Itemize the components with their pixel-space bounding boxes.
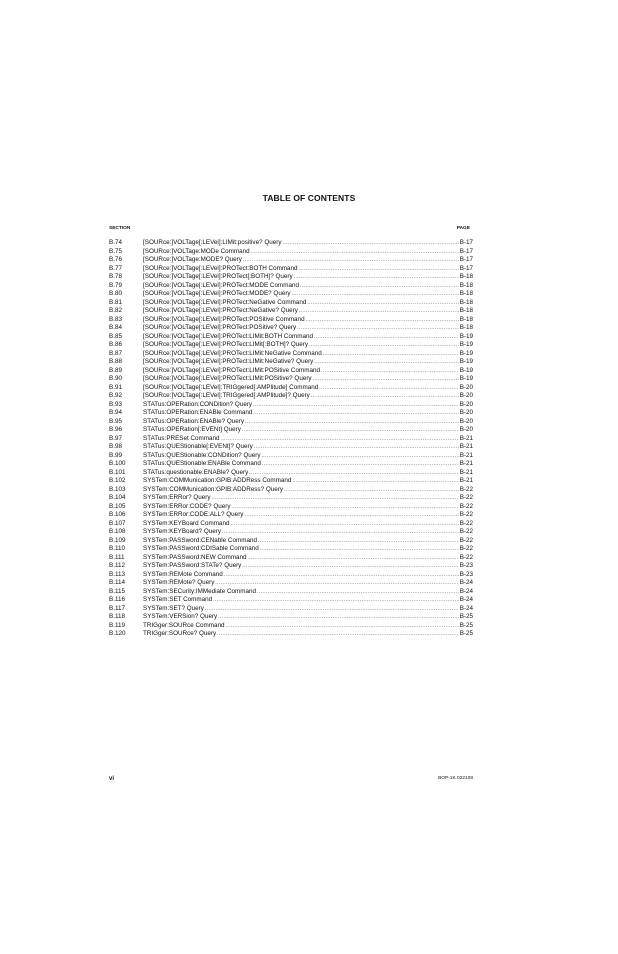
toc-entry[interactable]	[109, 341, 473, 350]
toc-entry[interactable]	[109, 282, 473, 291]
toc-entry-page[interactable]: B-22	[459, 545, 473, 552]
toc-entry-title[interactable]: STATus:QUEStionable:ENABle Command	[143, 460, 261, 467]
dot-leader	[205, 605, 459, 614]
toc-entry-number: B.80	[109, 290, 122, 297]
toc-entry-page[interactable]: B-21	[459, 443, 473, 450]
toc-entry-number: B.108	[109, 528, 126, 535]
toc-entry[interactable]	[109, 307, 473, 316]
dot-leader	[307, 299, 458, 308]
toc-entry-title[interactable]: STATus:QUEStionable:CONDition? Query	[143, 451, 261, 459]
toc-entry-title[interactable]: [SOURce:]VOLTage[:LEVel]:PROTect:POSitive? Query	[143, 324, 297, 331]
toc-entry-number: B.86	[109, 341, 122, 348]
footer-page-number: vi	[109, 776, 115, 782]
toc-entry-page[interactable]: B-19	[459, 349, 473, 357]
toc-entry-page[interactable]: B-20	[459, 400, 473, 408]
toc-entry-number: B.115	[109, 587, 125, 595]
toc-entry-number: B.116	[109, 596, 125, 603]
dot-leader	[257, 588, 459, 597]
dot-leader	[262, 460, 459, 469]
toc-entry[interactable]	[109, 460, 473, 469]
dot-leader	[249, 469, 458, 478]
toc-entry-title[interactable]: SYSTem:VERSion? Query	[143, 613, 218, 620]
toc-entry[interactable]	[109, 554, 473, 563]
footer-doc-id: BOP-1K 022108	[438, 776, 473, 781]
toc-entry-number: B.96	[109, 426, 122, 433]
toc-entry-page[interactable]: B-21	[459, 460, 473, 467]
toc-entry-title[interactable]: STATus:OPERation:ENABle? Query	[143, 417, 245, 425]
toc-entry-page[interactable]: B-18	[459, 298, 473, 306]
dot-leader	[231, 503, 458, 512]
dot-leader	[213, 596, 459, 605]
toc-entry-number: B.101	[109, 468, 126, 476]
toc-entry-page[interactable]: B-25	[459, 630, 473, 637]
toc-entry-title[interactable]: SYSTem:SET? Query	[143, 604, 204, 612]
dot-leader	[292, 477, 458, 486]
toc-entry-page[interactable]: B-20	[459, 417, 473, 425]
section-column-header: SECTION	[109, 226, 131, 231]
toc-entry-number: B.88	[109, 358, 122, 365]
toc-entry-title[interactable]: SYSTem:PASSword:CENable Command	[143, 536, 257, 544]
toc-entry-title[interactable]: [SOURce:]VOLTage[:LEVel]:PROTect:LIMit:BOTH Command	[143, 332, 313, 340]
toc-entry[interactable]	[109, 477, 473, 486]
page-column-header: PAGE	[456, 226, 470, 231]
dot-leader	[319, 384, 458, 393]
toc-entry-number: B.102	[109, 477, 126, 484]
dot-leader	[321, 367, 459, 376]
toc-entry[interactable]	[109, 443, 473, 452]
toc-entry-title[interactable]: TRIGger:SOURce? Query	[143, 630, 217, 637]
toc-entry-title[interactable]: SYSTem:REMote? Query	[143, 579, 215, 586]
toc-entry-number: B.90	[109, 375, 122, 382]
toc-entry-page[interactable]: B-19	[459, 375, 473, 382]
toc-entry[interactable]	[109, 469, 473, 478]
dot-leader	[242, 426, 459, 435]
dot-leader	[242, 562, 458, 571]
toc-entry-number: B.76	[109, 256, 122, 263]
toc-entry-number: B.92	[109, 392, 122, 399]
toc-entry[interactable]	[109, 316, 473, 325]
toc-entry-title[interactable]: [SOURce:]VOLTage[:LEVel]:TRIGgered[:AMPlitude] Command	[143, 383, 319, 391]
toc-entry-page[interactable]: B-22	[459, 502, 473, 510]
toc-entry-title[interactable]: [SOURce:]VOLTage[:LEVel]:PROTect:MODE? Query	[143, 290, 291, 297]
toc-entry-number: B.110	[109, 545, 125, 552]
toc-entry-number: B.94	[109, 409, 122, 416]
toc-entry[interactable]	[109, 596, 473, 605]
toc-entry-title[interactable]: SYSTem:ERRor? Query	[143, 494, 211, 501]
dot-leader	[297, 324, 459, 333]
dot-leader	[261, 452, 458, 461]
toc-entry-page[interactable]: B-24	[459, 596, 473, 603]
toc-entry-number: B.109	[109, 536, 126, 544]
toc-entry-page[interactable]: B-25	[459, 613, 473, 620]
toc-entry-number: B.82	[109, 307, 122, 314]
toc-entry-number: B.107	[109, 519, 126, 527]
dot-leader	[253, 401, 459, 410]
toc-list	[109, 239, 473, 639]
toc-entry-title[interactable]: [SOURce:]VOLTage[:LEVel]:PROTect:LIMit:NeGative Command	[143, 349, 322, 357]
toc-entry[interactable]	[109, 494, 473, 503]
toc-entry-number: B.81	[109, 298, 122, 306]
toc-entry-title[interactable]: [SOURce:]VOLTage[:LEVel]:PROTect:MODE Command	[143, 281, 299, 289]
toc-entry[interactable]	[109, 426, 473, 435]
toc-entry[interactable]	[109, 613, 473, 622]
toc-entry[interactable]	[109, 392, 473, 401]
toc-entry-title[interactable]: [SOURce:]VOLTage[:LEVel]:TRIGgered[:AMPlitude]? Query	[143, 392, 310, 399]
toc-entry-page[interactable]: B-21	[459, 451, 473, 459]
toc-entry-title[interactable]: [SOURce:]VOLTage[:LEVel]:PROTect:NeGative Command	[143, 298, 307, 306]
toc-entry-number: B.84	[109, 324, 122, 331]
dot-leader	[253, 409, 458, 418]
toc-entry-number: B.105	[109, 502, 126, 510]
dot-leader	[215, 579, 458, 588]
toc-entry-page[interactable]: B-17	[459, 239, 473, 246]
toc-entry-number: B.77	[109, 264, 122, 272]
dot-leader	[323, 350, 459, 359]
toc-entry[interactable]	[109, 384, 473, 393]
toc-entry-number: B.104	[109, 494, 126, 501]
dot-leader	[294, 273, 459, 282]
toc-entry[interactable]	[109, 358, 473, 367]
toc-entry-number: B.111	[109, 553, 125, 561]
toc-entry-page[interactable]: B-22	[459, 494, 473, 501]
dot-leader	[300, 282, 459, 291]
toc-entry-number: B.117	[109, 604, 125, 612]
page-title: TABLE OF CONTENTS	[262, 193, 356, 203]
toc-entry[interactable]	[109, 256, 473, 265]
dot-leader	[314, 358, 458, 367]
dot-leader	[217, 630, 459, 639]
toc-entry-title[interactable]: STATus:QUEStionable[:EVENt]? Query	[143, 443, 253, 450]
toc-entry[interactable]	[109, 545, 473, 554]
toc-entry-title[interactable]: STATus:OPERation:CONDition? Query	[143, 400, 253, 408]
toc-entry[interactable]	[109, 579, 473, 588]
toc-entry-number: B.83	[109, 315, 122, 323]
toc-entry-page[interactable]: B-17	[459, 264, 473, 272]
toc-entry-number: B.103	[109, 485, 126, 493]
toc-entry-title[interactable]: [SOURce:]VOLTage[:LEVel]:PROTect:LIMit:POSitive Command	[143, 366, 320, 374]
toc-entry[interactable]	[109, 418, 473, 427]
toc-entry[interactable]	[109, 401, 473, 410]
toc-entry-number: B.93	[109, 400, 122, 408]
dot-leader	[309, 341, 459, 350]
toc-entry-page[interactable]: B-20	[459, 383, 473, 391]
toc-entry-page[interactable]: B-18	[459, 290, 473, 297]
dot-leader	[314, 333, 459, 342]
toc-entry-number: B.75	[109, 247, 122, 255]
toc-entry[interactable]	[109, 333, 473, 342]
dot-leader	[245, 418, 459, 427]
toc-entry-page[interactable]: B-20	[459, 426, 473, 433]
toc-entry-title[interactable]: [SOURce:]VOLTage:MODe Command	[143, 247, 250, 255]
toc-entry-page[interactable]: B-17	[459, 247, 473, 255]
toc-entry-page[interactable]: B-19	[459, 366, 473, 374]
dot-leader	[313, 375, 459, 384]
toc-entry-page[interactable]: B-17	[459, 256, 473, 263]
toc-entry-title[interactable]: STATus:OPERation:ENABle Command	[143, 409, 253, 416]
toc-entry-number: B.119	[109, 621, 125, 629]
toc-entry-number: B.100	[109, 460, 126, 467]
dot-leader	[221, 435, 459, 444]
dot-leader	[299, 265, 459, 274]
toc-entry-page[interactable]: B-22	[459, 511, 473, 518]
toc-entry[interactable]	[109, 486, 473, 495]
toc-entry-number: B.91	[109, 383, 122, 391]
toc-entry-title[interactable]: [SOURce:]VOLTage[:LEVel]:PROTect:LIMit:POSitive? Query	[143, 375, 312, 382]
toc-entry[interactable]	[109, 605, 473, 614]
toc-entry[interactable]	[109, 511, 473, 520]
toc-entry-page[interactable]: B-18	[459, 281, 473, 289]
toc-entry-title[interactable]: [SOURce:]VOLTage[:LEVel]:PROTect:NeGative? Query	[143, 307, 298, 314]
toc-entry-page[interactable]: B-18	[459, 324, 473, 331]
toc-entry[interactable]	[109, 562, 473, 571]
toc-entry-title[interactable]: STATus:questionable:ENABle? Query	[143, 468, 249, 476]
toc-entry-title[interactable]: [SOURce:]VOLTage:MODE? Query	[143, 256, 242, 263]
toc-entry-title[interactable]: SYSTem:SECurity:IMMediate Command	[143, 587, 257, 595]
toc-entry-number: B.85	[109, 332, 122, 340]
dot-leader	[254, 443, 459, 452]
dot-leader	[226, 622, 459, 631]
toc-entry-title[interactable]: SYSTem:PASSword:CDISable Command	[143, 545, 259, 552]
toc-entry[interactable]	[109, 367, 473, 376]
dot-leader	[247, 554, 458, 563]
toc-entry-page[interactable]: B-18	[459, 273, 473, 280]
dot-leader	[224, 571, 459, 580]
dot-leader	[306, 316, 459, 325]
toc-entry-page[interactable]: B-18	[459, 307, 473, 314]
toc-entry-number: B.97	[109, 434, 122, 442]
toc-entry-page[interactable]: B-20	[459, 392, 473, 399]
toc-entry-number: B.78	[109, 273, 122, 280]
toc-entry-title[interactable]: SYSTem:KEYBoard Command	[143, 519, 230, 527]
toc-entry-page[interactable]: B-19	[459, 341, 473, 348]
toc-entry[interactable]	[109, 273, 473, 282]
toc-entry-title[interactable]: [SOURce:]VOLTage[:LEVel]:PROTect:LIMit[:BOTH]? Query	[143, 341, 309, 348]
dot-leader	[260, 545, 459, 554]
toc-entry-title[interactable]: TRIGger:SOURce Command	[143, 621, 225, 629]
toc-entry-title[interactable]: [SOURce:]VOLTage[:LEVel]:PROTect:LIMit:NeGative? Query	[143, 358, 314, 365]
toc-entry-page[interactable]: B-23	[459, 570, 473, 578]
toc-entry[interactable]	[109, 588, 473, 597]
dot-leader	[244, 511, 458, 520]
toc-entry-page[interactable]: B-22	[459, 519, 473, 527]
toc-entry[interactable]	[109, 452, 473, 461]
toc-entry-page[interactable]: B-22	[459, 485, 473, 493]
toc-entry-title[interactable]: SYSTem:COMMunication:GPIB:ADDRess Command	[143, 477, 292, 484]
toc-entry-title[interactable]: [SOURce:]VOLTage[:LEVel]:PROTect:BOTH Command	[143, 264, 298, 272]
toc-entry-number: B.120	[109, 630, 126, 637]
toc-entry-title[interactable]: SYSTem:PASSword:STATe? Query	[143, 562, 242, 569]
toc-entry-page[interactable]: B-24	[459, 587, 473, 595]
toc-entry-page[interactable]: B-22	[459, 553, 473, 561]
toc-entry-title[interactable]: [SOURce:]VOLTage[:LEVel]:LIMit:positive? Query	[143, 239, 282, 246]
toc-entry[interactable]	[109, 350, 473, 359]
toc-entry-page[interactable]: B-19	[459, 332, 473, 340]
toc-entry-page[interactable]: B-21	[459, 434, 473, 442]
toc-entry-title[interactable]: SYSTem:ERRor:CODE? Query	[143, 502, 231, 510]
toc-entry-page[interactable]: B-21	[459, 468, 473, 476]
toc-entry-title[interactable]: STATus:PRESet Command	[143, 434, 220, 442]
toc-entry[interactable]	[109, 622, 473, 631]
toc-entry-page[interactable]: B-24	[459, 579, 473, 586]
toc-entry-title[interactable]: SYSTem:SET Command	[143, 596, 213, 603]
toc-entry-number: B.98	[109, 443, 122, 450]
toc-entry-title[interactable]: SYSTem:REMote Command	[143, 570, 223, 578]
toc-entry[interactable]	[109, 630, 473, 639]
dot-leader	[230, 520, 458, 529]
toc-entry[interactable]	[109, 537, 473, 546]
toc-entry-page[interactable]: B-25	[459, 621, 473, 629]
toc-entry-page[interactable]: B-24	[459, 604, 473, 612]
toc-entry-title[interactable]: SYSTem:PASSword:NEW Command	[143, 553, 247, 561]
toc-entry-title[interactable]: SYSTem:KEYBoard? Query	[143, 528, 222, 535]
toc-entry[interactable]	[109, 409, 473, 418]
toc-entry[interactable]	[109, 528, 473, 537]
toc-entry-number: B.95	[109, 417, 122, 425]
toc-entry[interactable]	[109, 239, 473, 248]
dot-leader	[251, 248, 459, 257]
toc-entry[interactable]	[109, 299, 473, 308]
toc-entry-page[interactable]: B-19	[459, 358, 473, 365]
dot-leader	[243, 256, 459, 265]
toc-entry-number: B.114	[109, 579, 125, 586]
dot-leader	[218, 613, 458, 622]
toc-entry[interactable]	[109, 435, 473, 444]
dot-leader	[282, 239, 458, 248]
toc-entry-title[interactable]: SYSTem:COMMunication:GPIB:ADDRess? Query	[143, 485, 283, 493]
toc-entry-number: B.87	[109, 349, 122, 357]
toc-entry[interactable]	[109, 290, 473, 299]
toc-entry-number: B.74	[109, 239, 122, 246]
dot-leader	[299, 307, 459, 316]
dot-leader	[284, 486, 459, 495]
toc-entry-number: B.112	[109, 562, 125, 569]
toc-entry-number: B.118	[109, 613, 125, 620]
toc-entry-page[interactable]: B-20	[459, 409, 473, 416]
dot-leader	[311, 392, 459, 401]
toc-entry[interactable]	[109, 248, 473, 257]
toc-entry-page[interactable]: B-22	[459, 536, 473, 544]
toc-entry-page[interactable]: B-21	[459, 477, 473, 484]
toc-entry[interactable]	[109, 265, 473, 274]
toc-entry[interactable]	[109, 520, 473, 529]
toc-entry-title[interactable]: SYSTem:ERRor:CODE:ALL? Query	[143, 511, 244, 518]
toc-entry-title[interactable]: [SOURce:]VOLTage[:LEVel]:PROTect[:BOTH]? Query	[143, 273, 293, 280]
dot-leader	[212, 494, 459, 503]
toc-entry-page[interactable]: B-23	[459, 562, 473, 569]
toc-entry[interactable]	[109, 503, 473, 512]
dot-leader	[292, 290, 459, 299]
toc-entry[interactable]	[109, 375, 473, 384]
toc-entry-number: B.113	[109, 570, 125, 578]
dot-leader	[258, 537, 459, 546]
toc-entry-number: B.79	[109, 281, 122, 289]
toc-entry-number: B.89	[109, 366, 122, 374]
toc-entry-page[interactable]: B-22	[459, 528, 473, 535]
toc-entry-number: B.106	[109, 511, 126, 518]
toc-entry-title[interactable]: [SOURce:]VOLTage[:LEVel]:PROTect:POSitive Command	[143, 315, 305, 323]
toc-entry-title[interactable]: STATus:OPERation[:EVENt] Query	[143, 426, 241, 433]
toc-entry[interactable]	[109, 571, 473, 580]
toc-entry-page[interactable]: B-18	[459, 315, 473, 323]
toc-entry[interactable]	[109, 324, 473, 333]
toc-entry-number: B.99	[109, 451, 122, 459]
dot-leader	[222, 528, 459, 537]
